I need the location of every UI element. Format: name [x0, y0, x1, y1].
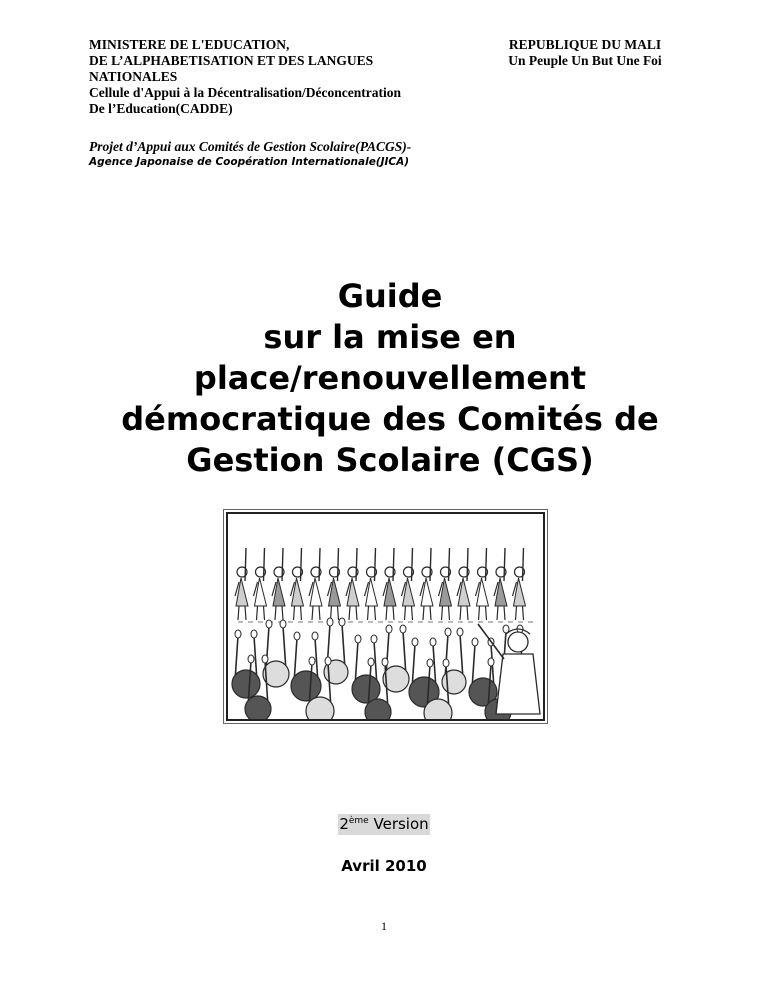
ministry-line-1: MINISTERE DE L'EDUCATION,: [89, 37, 290, 52]
cell-line-1: Cellule d'Appui à la Décentralisation/Déconcentration: [89, 85, 401, 100]
version-label: [0, 815, 768, 833]
title-line-5: Gestion Scolaire (CGS): [186, 441, 594, 479]
title-line-4: démocratique des Comités de: [121, 400, 659, 438]
title-line-1: Guide: [337, 277, 443, 315]
title-line-3: place/renouvellement: [193, 359, 587, 397]
version-highlight: [338, 814, 429, 835]
title-line-2: sur la mise en: [263, 318, 517, 356]
version-word: Version: [373, 815, 429, 833]
crowd-illustration-icon: [228, 514, 543, 719]
publication-date: Avril 2010: [341, 857, 427, 875]
crowd-raising-hands-illustration: [226, 512, 545, 721]
document-title: [60, 276, 720, 481]
national-motto: Un Peuple Un But Une Foi: [508, 53, 662, 68]
cell-line-2: De l’Education(CADDE): [89, 101, 233, 116]
ministry-line-2: DE L’ALPHABETISATION ET DES LANGUES: [89, 53, 374, 68]
republic-header: [490, 37, 680, 69]
version-suffix: ème: [348, 816, 369, 826]
agency-name: Agence Japonaise de Coopération Internationale(JICA): [89, 156, 410, 168]
project-name: Projet d’Appui aux Comités de Gestion Scolaire(PACGS)-: [89, 139, 412, 154]
version-number: 2: [339, 815, 349, 833]
ministry-header: [89, 37, 489, 117]
country-name: REPUBLIQUE DU MALI: [508, 37, 662, 52]
ministry-line-3: NATIONALES: [89, 69, 178, 84]
page-number: 1: [381, 919, 387, 933]
